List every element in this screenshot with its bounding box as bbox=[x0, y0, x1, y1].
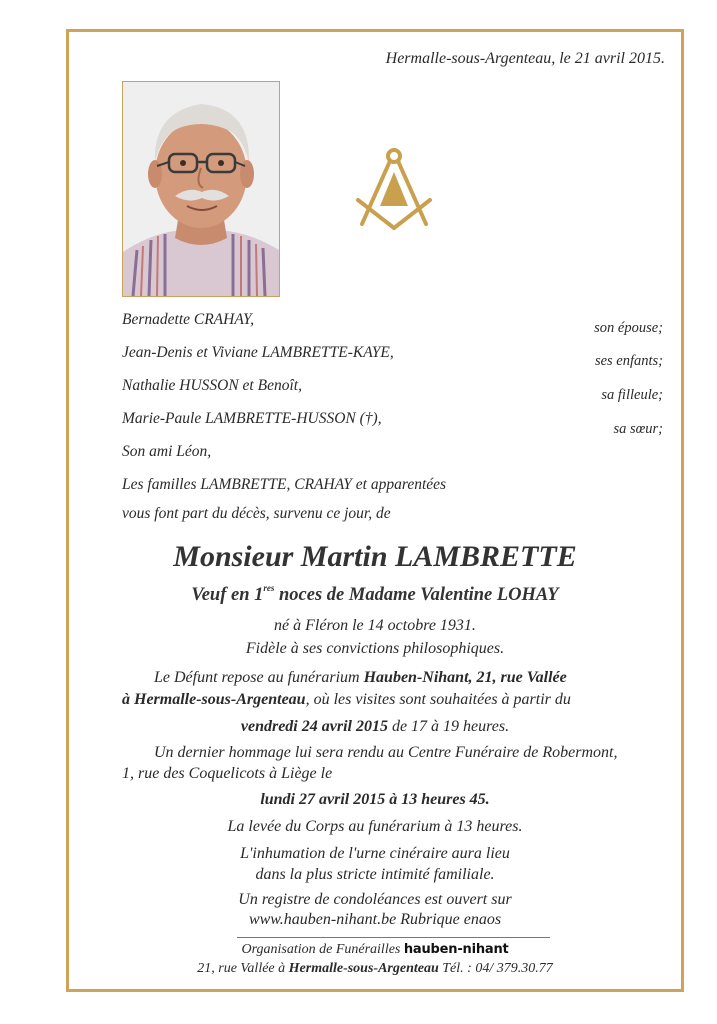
widow-pre: Veuf en 1 bbox=[191, 585, 264, 605]
relation-label: sa filleule; bbox=[601, 387, 663, 403]
organisation-line bbox=[66, 942, 684, 958]
place-date: Hermalle-sous-Argenteau, le 21 avril 2015. bbox=[385, 50, 665, 67]
levee-line: La levée du Corps au funérarium à 13 heures. bbox=[227, 818, 523, 835]
registre-line-1: Un registre de condoléances est ouvert sur bbox=[238, 891, 512, 908]
family-line: Jean-Denis et Viviane LAMBRETTE-KAYE, bbox=[122, 344, 394, 361]
family-line: Son ami Léon, bbox=[122, 443, 212, 460]
brand-name: hauben-nihant bbox=[403, 942, 509, 957]
portrait-photo bbox=[122, 81, 280, 297]
visit-line-1 bbox=[154, 669, 567, 687]
family-line: Les familles LAMBRETTE, CRAHAY et apparentées bbox=[122, 476, 447, 493]
widow-post: noces de Madame Valentine LOHAY bbox=[274, 585, 559, 605]
visit-text: Le Défunt repose au funérarium bbox=[154, 669, 364, 686]
funeral-home-name: Hauben-Nihant, 21, rue Vallée bbox=[363, 669, 567, 686]
tribute-line-1: Un dernier hommage lui sera rendu au Centre Funéraire de Robermont, bbox=[154, 744, 618, 761]
convictions-line: Fidèle à ses convictions philosophiques. bbox=[245, 640, 505, 657]
visit-date: vendredi 24 avril 2015 bbox=[240, 718, 388, 735]
family-line: Bernadette CRAHAY, bbox=[122, 311, 255, 328]
tribute-date bbox=[66, 791, 684, 809]
widow-sup: res bbox=[263, 583, 275, 593]
family-line: Marie-Paule LAMBRETTE-HUSSON (†), bbox=[122, 410, 382, 427]
inhumation-line-2: dans la plus stricte intimité familiale. bbox=[255, 866, 495, 883]
tribute-date-text: lundi 27 avril 2015 à 13 heures 45. bbox=[260, 791, 490, 808]
portrait-illustration bbox=[123, 82, 279, 296]
visit-hours: de 17 à 19 heures. bbox=[387, 718, 510, 735]
birth-line: né à Fléron le 14 octobre 1931. bbox=[274, 617, 476, 634]
deceased-name: Monsieur Martin LAMBRETTE bbox=[173, 540, 577, 573]
phone-text: Tél. : 04/ 379.30.77 bbox=[438, 961, 553, 976]
footer-divider bbox=[237, 937, 550, 938]
family-line: vous font part du décès, survenu ce jour, de bbox=[122, 505, 391, 522]
relation-label: sa sœur; bbox=[613, 421, 663, 437]
address-city: Hermalle-sous-Argenteau bbox=[288, 961, 439, 976]
funeral-home-city: à Hermalle-sous-Argenteau bbox=[122, 691, 306, 708]
visit-line-3 bbox=[66, 718, 684, 736]
visit-text: , où les visites sont souhaitées à partir du bbox=[305, 691, 571, 708]
widow-line bbox=[66, 585, 684, 606]
address-line bbox=[66, 961, 684, 977]
square-and-compass-icon bbox=[352, 144, 436, 234]
relation-label: ses enfants; bbox=[594, 353, 663, 369]
inhumation-line-1: L'inhumation de l'urne cinéraire aura lieu bbox=[240, 845, 510, 862]
organisation-label: Organisation de Funérailles bbox=[241, 942, 404, 957]
visit-line-2 bbox=[122, 691, 571, 709]
address-text: 21, rue Vallée à bbox=[197, 961, 289, 976]
tribute-line-2: 1, rue des Coquelicots à Liège le bbox=[122, 765, 333, 782]
relation-label: son épouse; bbox=[594, 320, 663, 336]
family-line: Nathalie HUSSON et Benoît, bbox=[122, 377, 302, 394]
registre-line-2: www.hauben-nihant.be Rubrique enaos bbox=[248, 911, 502, 928]
